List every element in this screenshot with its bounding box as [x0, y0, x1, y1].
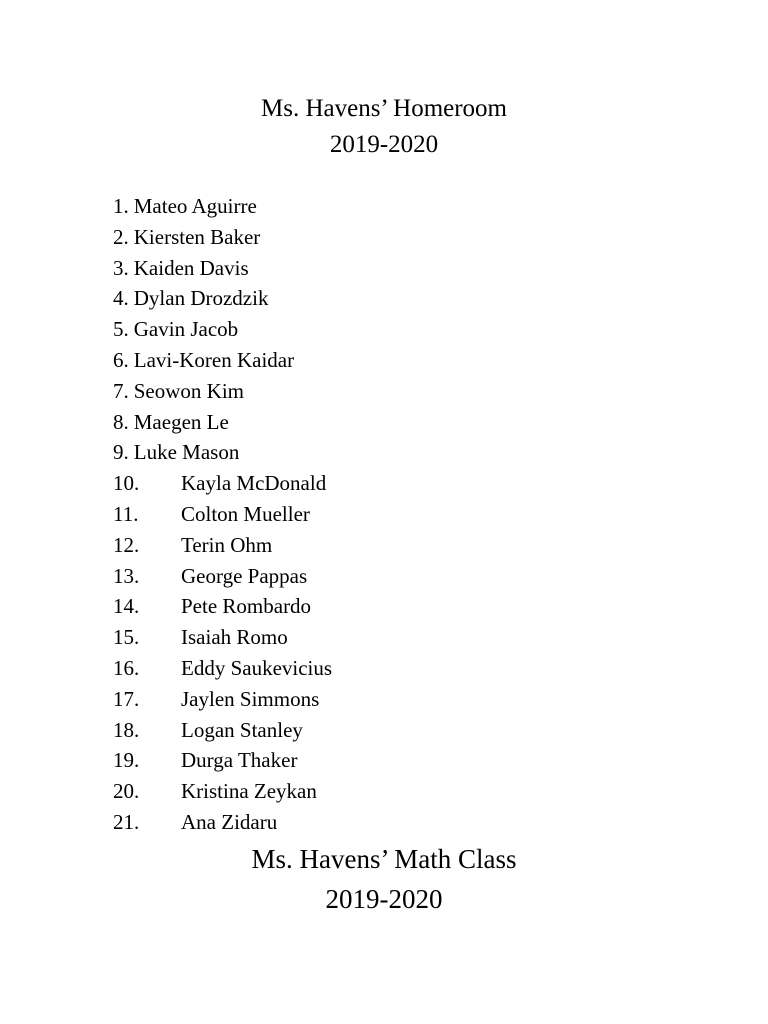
student-name: Gavin Jacob — [133, 317, 239, 342]
list-item-number: 6. — [113, 347, 129, 372]
list-item-number: 9. — [113, 440, 129, 465]
list-item — [113, 314, 713, 345]
math-class-year: 2019-2020 — [325, 884, 443, 914]
list-item-number: 21. — [113, 809, 140, 834]
student-name: Mateo Aguirre — [133, 194, 257, 218]
list-item — [113, 715, 713, 746]
student-name: Logan Stanley — [181, 717, 303, 742]
list-item-number: 19. — [113, 748, 140, 773]
student-name: Colton Mueller — [181, 501, 310, 526]
student-name: Seowon Kim — [133, 378, 244, 403]
list-item-number: 3. — [113, 255, 129, 280]
list-item — [113, 776, 713, 807]
list-item — [113, 561, 713, 592]
student-name: Eddy Saukevicius — [181, 655, 333, 680]
list-item — [113, 807, 713, 838]
list-item — [113, 283, 713, 314]
list-item-number: 13. — [113, 563, 140, 588]
student-name: Kristina Zeykan — [181, 779, 317, 804]
student-name: Isaiah Romo — [181, 625, 288, 650]
student-name: Terin Ohm — [181, 532, 273, 557]
list-item — [113, 345, 713, 376]
list-item-number: 11. — [113, 501, 139, 526]
student-name: Kiersten Baker — [133, 224, 261, 249]
student-name: Jaylen Simmons — [181, 686, 320, 711]
list-item-number: 16. — [113, 655, 140, 680]
list-item — [113, 622, 713, 653]
student-name: Durga Thaker — [181, 748, 298, 773]
student-name: Lavi-Koren Kaidar — [133, 347, 295, 372]
list-item — [113, 253, 713, 284]
list-item-number: 17. — [113, 686, 140, 711]
list-item-number: 12. — [113, 532, 140, 557]
list-item-number: 4. — [113, 286, 129, 311]
list-item — [113, 191, 713, 222]
list-item — [113, 684, 713, 715]
student-name: Dylan Drozdzik — [133, 286, 269, 311]
list-item — [113, 653, 713, 684]
list-item — [113, 591, 713, 622]
list-item — [113, 407, 713, 438]
list-item — [113, 745, 713, 776]
list-item — [113, 222, 713, 253]
student-list — [113, 191, 713, 838]
list-item-number: 2. — [113, 224, 129, 249]
list-item — [113, 468, 713, 499]
list-item-number: 18. — [113, 717, 140, 742]
list-item — [113, 376, 713, 407]
student-name: Kaiden Davis — [133, 255, 249, 280]
list-item — [113, 530, 713, 561]
student-name: George Pappas — [181, 563, 308, 588]
list-item-number: 7. — [113, 378, 129, 403]
list-item-number: 14. — [113, 594, 140, 619]
list-item-number: 5. — [113, 317, 129, 342]
student-name: Pete Rombardo — [181, 594, 312, 619]
math-class-title: Ms. Havens’ Math Class — [251, 844, 517, 874]
list-item-number: 10. — [113, 471, 140, 496]
student-name: Ana Zidaru — [181, 809, 278, 834]
student-name: Maegen Le — [133, 409, 229, 434]
homeroom-year: 2019-2020 — [329, 131, 439, 158]
list-item-number: 8. — [113, 409, 129, 434]
list-item-number: 1. — [113, 194, 129, 218]
list-item — [113, 437, 713, 468]
list-item — [113, 499, 713, 530]
homeroom-title: Ms. Havens’ Homeroom — [260, 95, 508, 122]
student-name: Kayla McDonald — [181, 471, 327, 496]
list-item-number: 20. — [113, 779, 140, 804]
student-name: Luke Mason — [133, 440, 240, 465]
list-item-number: 15. — [113, 625, 140, 650]
